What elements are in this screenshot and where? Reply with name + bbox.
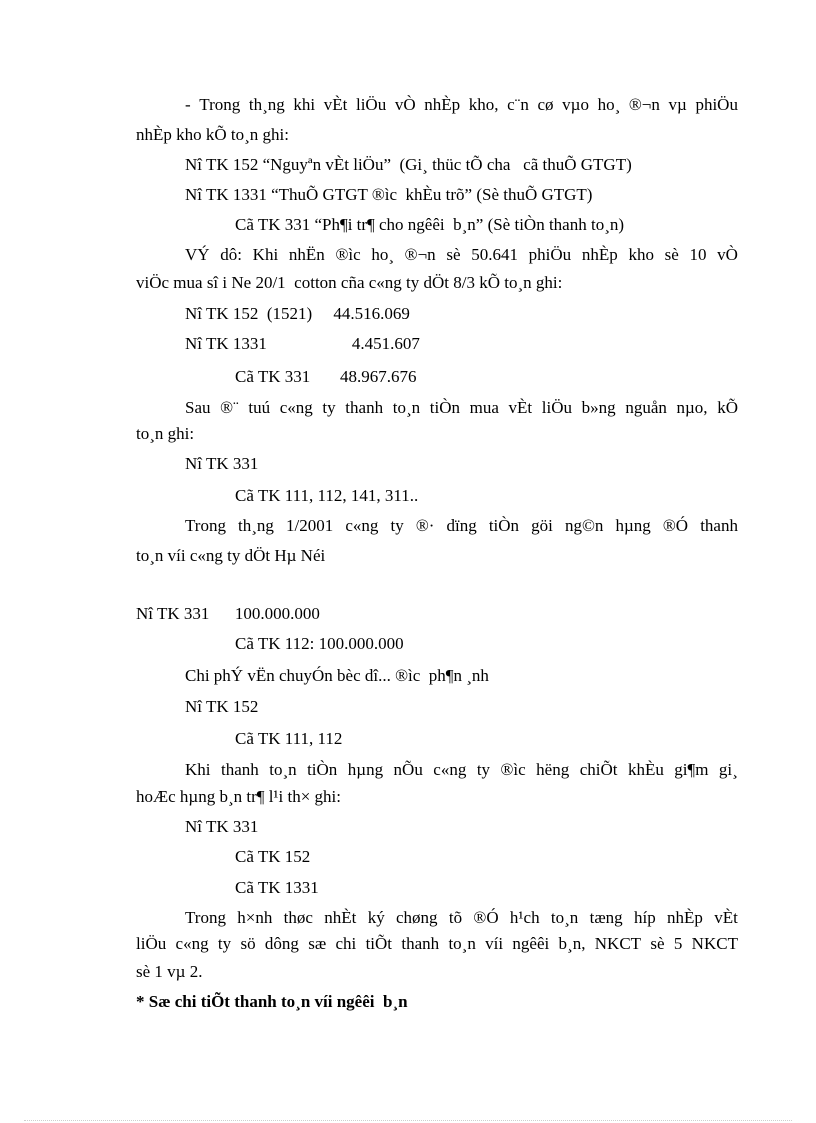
discount-credit-152: Cã TK 152 bbox=[235, 847, 311, 866]
entry-debit-1331: Nî TK 1331 “ThuÕ GTGT ®ìc khÈu trõ” (Sè thuÕ GTGT) bbox=[185, 185, 593, 204]
paragraph-payment-2: to¸n ghi: bbox=[136, 424, 195, 443]
january-debit-331: Nî TK 331 100.000.000 bbox=[136, 604, 320, 623]
entry-credit-331: Cã TK 331 “Ph¶i tr¶ cho ngêêi b¸n” (Sè tiÒn thanh to¸n) bbox=[235, 215, 625, 234]
paragraph-january-1: Trong th¸ng 1/2001 c«ng ty ®· dïng tiÒn göi ng©n hµng ®Ó thanh bbox=[185, 516, 738, 535]
payment-credit-accounts: Cã TK 111, 112, 141, 311.. bbox=[235, 486, 419, 505]
paragraph-payment-1: Sau ®¨ tuú c«ng ty thanh to¸n tiÒn mua vÈt liÖu b»ng nguån nµo, kÕ bbox=[185, 398, 738, 417]
transport-credit-accounts: Cã TK 111, 112 bbox=[235, 729, 343, 748]
discount-credit-1331: Cã TK 1331 bbox=[235, 878, 319, 897]
example-credit-331: Cã TK 331 48.967.676 bbox=[235, 367, 417, 386]
page-bottom-divider bbox=[24, 1120, 792, 1121]
paragraph-line-2: nhÈp kho kÕ to¸n ghi: bbox=[136, 125, 289, 144]
discount-debit-331: Nî TK 331 bbox=[185, 817, 259, 836]
january-credit-112: Cã TK 112: 100.000.000 bbox=[235, 634, 404, 653]
paragraph-journal-3: sè 1 vµ 2. bbox=[136, 962, 203, 981]
paragraph-discount-1: Khi thanh to¸n tiÒn hµng nÕu c«ng ty ®ìc hëng chiÕt khÈu gi¶m gi¸ bbox=[185, 760, 738, 779]
paragraph-transport-cost: Chi phÝ vËn chuyÓn bèc dî... ®ìc ph¶n ¸nh bbox=[185, 666, 489, 685]
paragraph-january-2: to¸n víi c«ng ty dÖt Hµ Néi bbox=[136, 546, 326, 565]
section-heading: * Sæ chi tiÕt thanh to¸n víi ngêêi b¸n bbox=[136, 992, 408, 1011]
entry-debit-152: Nî TK 152 “Nguyªn vÈt liÖu” (Gi¸ thüc tÕ cha cã thuÕ GTGT) bbox=[185, 155, 632, 174]
example-debit-152: Nî TK 152 (1521) 44.516.069 bbox=[185, 304, 410, 323]
transport-debit-152: Nî TK 152 bbox=[185, 697, 259, 716]
paragraph-journal-2: liÖu c«ng ty sö dông sæ chi tiÕt thanh to¸n víi ngêêi b¸n, NKCT sè 5 NKCT bbox=[136, 934, 738, 953]
paragraph-journal-1: Trong h×nh thøc nhÈt ký chøng tõ ®Ó h¹ch to¸n tæng híp nhÈp vÈt bbox=[185, 908, 738, 927]
paragraph-line-1: - Trong th¸ng khi vÈt liÖu vÒ nhÈp kho, c¨n cø vµo ho¸ ®¬n vµ phiÖu bbox=[185, 95, 738, 114]
example-line-1: VÝ dô: Khi nhËn ®ìc ho¸ ®¬n sè 50.641 phiÖu nhÈp kho sè 10 vÒ bbox=[185, 245, 738, 264]
paragraph-discount-2: hoÆc hµng b¸n tr¶ l¹i th× ghi: bbox=[136, 787, 342, 806]
example-debit-1331: Nî TK 1331 4.451.607 bbox=[185, 334, 420, 353]
payment-debit-331: Nî TK 331 bbox=[185, 454, 259, 473]
example-line-2: viÖc mua sî i Ne 20/1 cotton cña c«ng ty dÖt 8/3 kÕ to¸n ghi: bbox=[136, 273, 563, 292]
